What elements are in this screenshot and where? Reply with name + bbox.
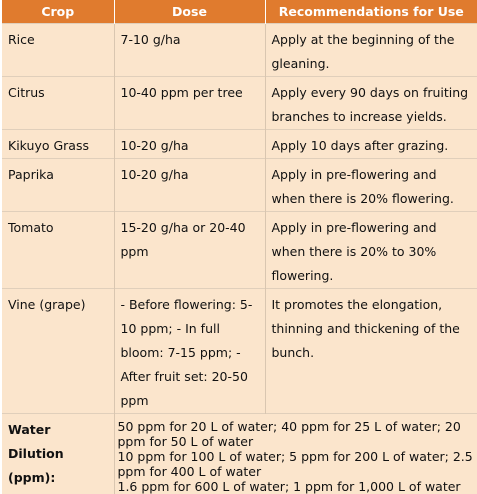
table-header-row bbox=[2, 0, 477, 24]
table-row bbox=[2, 212, 477, 289]
water-dilution-row bbox=[2, 414, 477, 494]
dilution-line: 1.6 ppm for 600 L of water; 1 ppm for 1,000 L of water bbox=[118, 479, 474, 494]
header-dose: Dose bbox=[114, 0, 265, 24]
water-dilution-label: Water Dilution (ppm): bbox=[2, 414, 114, 494]
dilution-line: 10 ppm for 100 L of water; 5 ppm for 200 L of water; 2.5 ppm for 400 L of water bbox=[118, 449, 474, 479]
crop-cell: Paprika bbox=[2, 159, 114, 212]
crop-cell: Kikuyo Grass bbox=[2, 130, 114, 159]
dose-cell: 15-20 g/ha or 20-40 ppm bbox=[114, 212, 265, 289]
use-cell: Apply 10 days after grazing. bbox=[265, 130, 477, 159]
crop-cell: Citrus bbox=[2, 77, 114, 130]
use-cell: Apply in pre-flowering and when there is 20% flowering. bbox=[265, 159, 477, 212]
header-crop: Crop bbox=[2, 0, 114, 24]
crop-cell: Vine (grape) bbox=[2, 289, 114, 414]
dose-cell: 10-40 ppm per tree bbox=[114, 77, 265, 130]
dilution-line: 50 ppm for 20 L of water; 40 ppm for 25 L of water; 20 ppm for 50 L of water bbox=[118, 419, 474, 449]
table-row bbox=[2, 159, 477, 212]
dose-cell: 10-20 g/ha bbox=[114, 159, 265, 212]
water-dilution-values bbox=[114, 414, 477, 494]
dose-table bbox=[2, 0, 477, 494]
dose-cell: 7-10 g/ha bbox=[114, 24, 265, 77]
crop-cell: Tomato bbox=[2, 212, 114, 289]
use-cell: Apply every 90 days on fruiting branches to increase yields. bbox=[265, 77, 477, 130]
header-recommendations: Recommendations for Use bbox=[265, 0, 477, 24]
use-cell: Apply at the beginning of the gleaning. bbox=[265, 24, 477, 77]
dose-cell: - Before flowering: 5-10 ppm; - In full bloom: 7-15 ppm; - After fruit set: 20-50 ppm bbox=[114, 289, 265, 414]
use-cell: It promotes the elongation, thinning and thickening of the bunch. bbox=[265, 289, 477, 414]
crop-cell: Rice bbox=[2, 24, 114, 77]
table-row bbox=[2, 24, 477, 77]
dose-cell: 10-20 g/ha bbox=[114, 130, 265, 159]
table-row bbox=[2, 77, 477, 130]
table-row bbox=[2, 289, 477, 414]
use-cell: Apply in pre-flowering and when there is 20% to 30% flowering. bbox=[265, 212, 477, 289]
table-row bbox=[2, 130, 477, 159]
